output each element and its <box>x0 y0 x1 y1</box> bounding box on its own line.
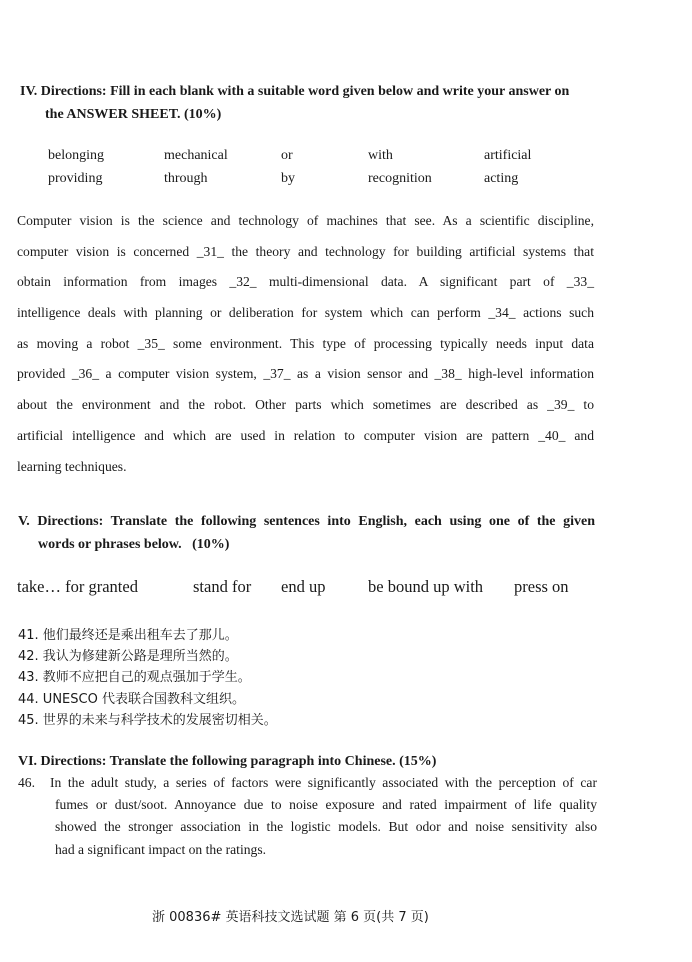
translation-sentence: 45. 世界的未来与科学技术的发展密切相关。 <box>18 713 277 728</box>
passage-line: artificial intelligence and which are used in relation to computer vision are pattern _40_ and <box>17 428 594 443</box>
passage-line: intelligence deals with planning or deliberation for system which can perform _34_ actions such <box>17 305 594 320</box>
word-bank-item: providing <box>48 171 103 186</box>
paragraph-line: had a significant impact on the ratings. <box>55 842 267 857</box>
word-bank-item: through <box>164 171 208 186</box>
word-bank-item: mechanical <box>164 148 228 163</box>
translation-sentence: 43. 教师不应把自己的观点强加于学生。 <box>18 670 251 685</box>
translation-sentence: 42. 我认为修建新公路是理所当然的。 <box>18 649 238 664</box>
page-footer: 浙 00836# 英语科技文选试题 第 6 页(共 7 页) <box>152 910 429 925</box>
word-bank-item: belonging <box>48 148 104 163</box>
translation-sentence: 44. UNESCO 代表联合国教科文组织。 <box>18 692 245 707</box>
section-v-heading-line1: V. Directions: Translate the following sentences into English, each using one of the given <box>18 514 595 529</box>
word-bank-item: artificial <box>484 148 532 163</box>
item-number: 46. <box>18 775 35 790</box>
word-bank-item: acting <box>484 171 519 186</box>
word-bank-item: with <box>368 148 393 163</box>
section-vi-heading: VI. Directions: Translate the following paragraph into Chinese. (15%) <box>18 754 437 769</box>
section-iv-heading <box>20 80 569 126</box>
translation-sentence: 41. 他们最终还是乘出租车去了那儿。 <box>18 628 238 643</box>
passage-line: provided _36_ a computer vision system, _37_ as a vision sensor and _38_ high-level information <box>17 366 594 381</box>
section-iv-heading-line1: IV. Directions: Fill in each blank with a suitable word given below and write your answer on <box>20 84 570 99</box>
passage-line: about the environment and the robot. Other parts which sometimes are described as _39_ to <box>17 397 594 412</box>
word-bank-item: or <box>281 148 293 163</box>
phrase-option: take… for granted <box>17 577 138 596</box>
passage-line: obtain information from images _32_ multi-dimensional data. A significant part of _33_ <box>17 274 594 289</box>
section-v-heading-line2: words or phrases below. (10%) <box>38 537 230 552</box>
section-v-heading <box>18 510 595 556</box>
phrase-option: stand for <box>193 577 252 596</box>
phrase-option: end up <box>281 577 326 596</box>
word-bank-item: recognition <box>368 171 432 186</box>
passage-line: learning techniques. <box>17 459 127 474</box>
paragraph-line: fumes or dust/soot. Annoyance due to noise exposure and rated impairment of life quality <box>55 797 597 812</box>
passage-line: Computer vision is the science and technology of machines that see. As a scientific discipline, <box>17 213 594 228</box>
passage-line: computer vision is concerned _31_ the theory and technology for building artificial systems that <box>17 244 594 259</box>
phrase-option: be bound up with <box>368 577 484 596</box>
phrase-option: press on <box>514 577 569 596</box>
passage-line: as moving a robot _35_ some environment. This type of processing typically needs input data <box>17 336 594 351</box>
paragraph-line: In the adult study, a series of factors were significantly associated with the perception of car <box>50 775 597 790</box>
section-iv-heading-line2: the ANSWER SHEET. (10%) <box>45 107 222 122</box>
paragraph-line: showed the stronger association in the logistic models. But odor and noise sensitivity also <box>55 819 597 834</box>
word-bank-item: by <box>281 171 295 186</box>
